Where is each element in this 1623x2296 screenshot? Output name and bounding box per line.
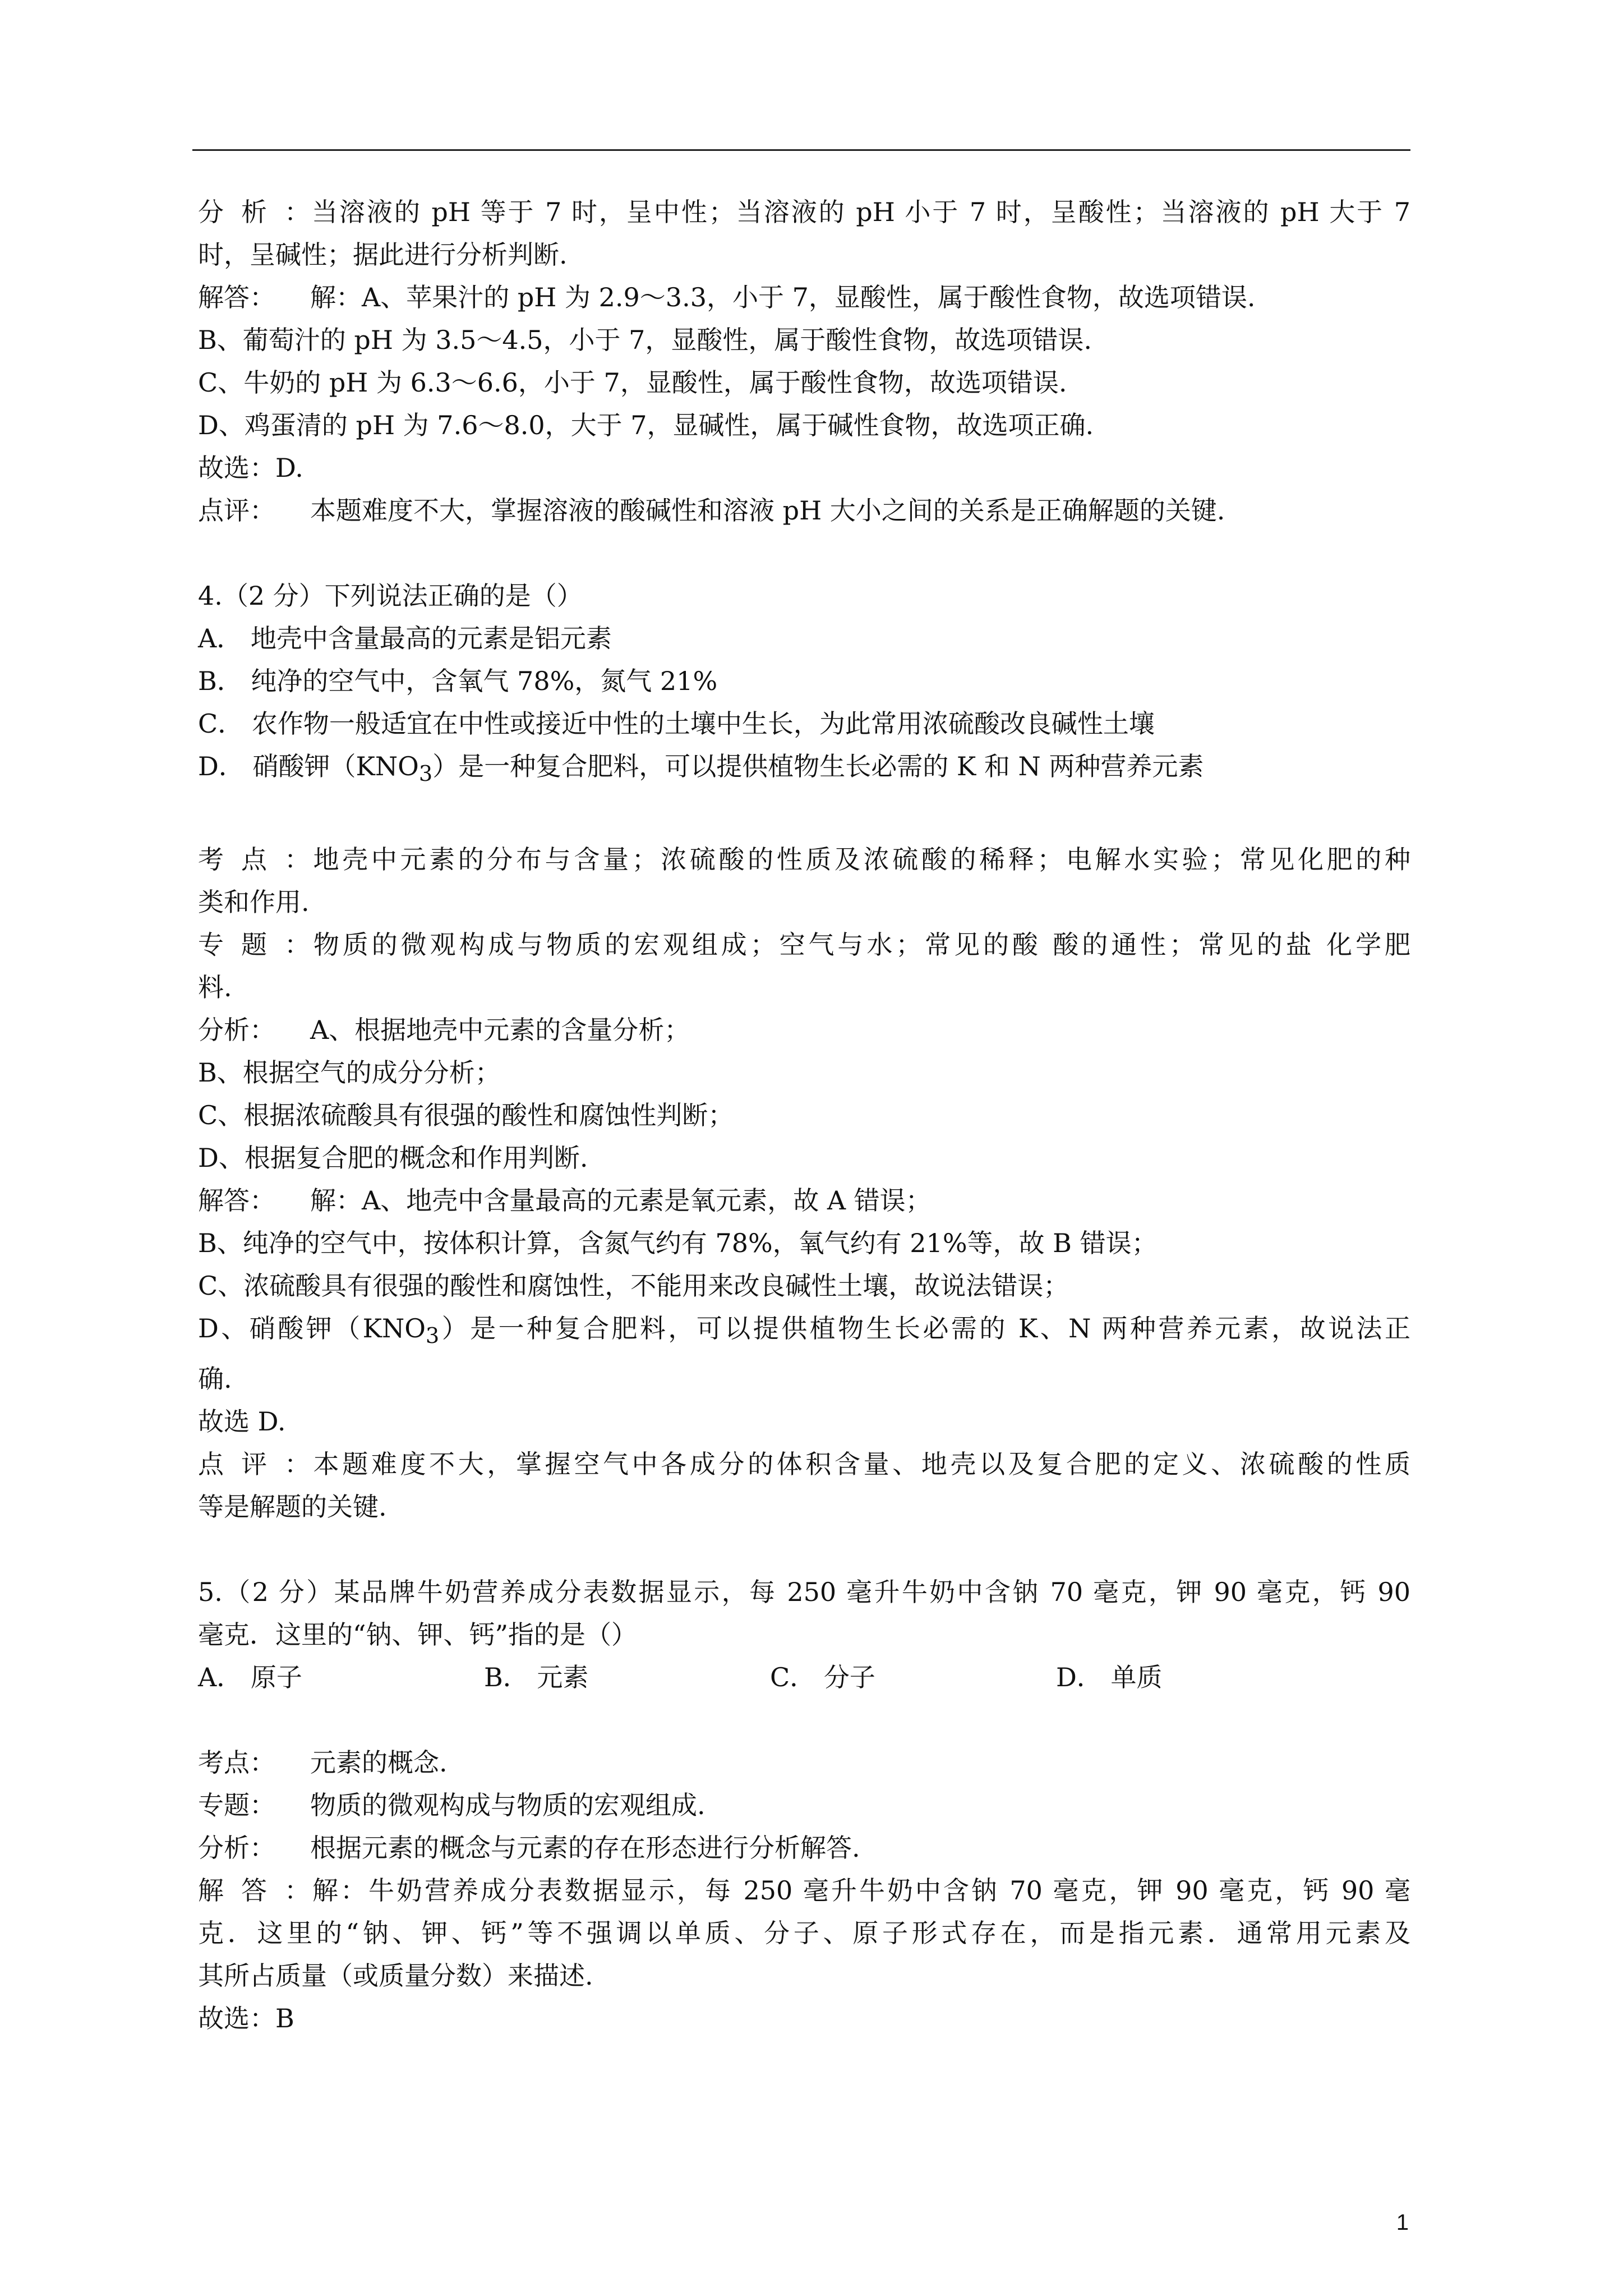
comment-label: 点评： bbox=[198, 495, 275, 526]
answer-label: 解答： bbox=[198, 1185, 275, 1216]
q5-stem-line-2: 毫克．这里的“钠、钾、钙”指的是（） bbox=[198, 1619, 638, 1650]
q4-analysis-line-1: 分析： A、根据地壳中元素的含量分析； bbox=[198, 1009, 1410, 1051]
q5-choice: 故选：B bbox=[198, 2003, 294, 2034]
analysis-label: 分析： bbox=[198, 1833, 275, 1864]
answer-label: 解答： bbox=[198, 282, 275, 312]
q3-answer-line-4: D、鸡蛋清的 pH 为 7.6～8.0，大于 7，显碱性，属于碱性食物，故选项正确. bbox=[198, 410, 1094, 440]
q5-option-b: B． 元素 bbox=[484, 1662, 589, 1693]
q3-answer-line-1: 解答： 解：A、苹果汁的 pH 为 2.9～3.3，小于 7，显酸性，属于酸性食物，故选项错误. bbox=[198, 276, 1410, 319]
q5-analysis: 分析： 根据元素的概念与元素的存在形态进行分析解答. bbox=[198, 1826, 1410, 1869]
q3-choice: 故选：D. bbox=[198, 453, 303, 483]
q3-answer-line-3: C、牛奶的 pH 为 6.3～6.6，小于 7，显酸性，属于酸性食物，故选项错误. bbox=[198, 367, 1067, 398]
header-rule bbox=[192, 149, 1410, 151]
page-number: 1 bbox=[1396, 2210, 1409, 2235]
q5-option-c: C． 分子 bbox=[770, 1662, 875, 1693]
q4-answer-line-1: 解答： 解：A、地壳中含量最高的元素是氧元素，故 A 错误； bbox=[198, 1179, 1410, 1222]
q4-kaodian-line-1: 考点：地壳中元素的分布与含量；浓硫酸的性质及浓硫酸的稀释；电解水实验；常见化肥的种 bbox=[198, 838, 1410, 881]
q5-answer-line-1: 解答：解：牛奶营养成分表数据显示，每 250 毫升牛奶中含钠 70 毫克，钾 90 毫克，钙 90 毫 bbox=[198, 1869, 1410, 1912]
q4-comment-line-1: 点评：本题难度不大，掌握空气中各成分的体积含量、地壳以及复合肥的定义、浓硫酸的性质 bbox=[198, 1443, 1410, 1485]
q4-answer-line-5: 确. bbox=[198, 1364, 232, 1395]
q4-option-d: D． 硝酸钾$(KNO_3)$是一种复合肥料，可以提供植物生长必需的 K 和 N 两种营养元素 bbox=[198, 751, 1204, 787]
q5-answer-line-3: 其所占质量（或质量分数）来描述. bbox=[198, 1961, 593, 1991]
q4-option-b: B． 纯净的空气中，含氧气 78%，氮气 21% bbox=[198, 666, 718, 696]
kaodian-label: 考点： bbox=[198, 1747, 275, 1778]
q3-analysis-line-2: 时，呈碱性；据此进行分析判断. bbox=[198, 240, 568, 270]
q4-option-a: A． 地壳中含量最高的元素是铝元素 bbox=[198, 623, 612, 654]
analysis-label: 分析： bbox=[198, 1015, 275, 1046]
q4-analysis-line-4: D、根据复合肥的概念和作用判断. bbox=[198, 1143, 588, 1174]
zhuanti-label: 专题： bbox=[198, 930, 310, 960]
document-body bbox=[198, 191, 1410, 2040]
q4-option-c: C． 农作物一般适宜在中性或接近中性的土壤中生长，为此常用浓硫酸改良碱性土壤 bbox=[198, 708, 1155, 739]
comment-label: 点评： bbox=[198, 1449, 310, 1480]
q4-analysis-line-3: C、根据浓硫酸具有很强的酸性和腐蚀性判断； bbox=[198, 1100, 734, 1131]
q4-kaodian-line-2: 类和作用. bbox=[198, 887, 310, 918]
q4-zhuanti-line-1: 专题：物质的微观构成与物质的宏观组成；空气与水；常见的酸 酸的通性；常见的盐 化学肥 bbox=[198, 923, 1410, 966]
answer-label: 解答： bbox=[198, 1875, 310, 1906]
q5-stem-line-1: 5.（2 分）某品牌牛奶营养成分表数据显示，每 250 毫升牛奶中含钠 70 毫克，钾 90 毫克，钙 90 bbox=[198, 1577, 1411, 1608]
q5-option-d: D． 单质 bbox=[1056, 1662, 1163, 1693]
q5-kaodian: 考点： 元素的概念. bbox=[198, 1741, 1410, 1784]
q4-analysis-line-2: B、根据空气的成分分析； bbox=[198, 1057, 501, 1088]
q4-choice: 故选 D. bbox=[198, 1406, 286, 1437]
zhuanti-label: 专题： bbox=[198, 1790, 275, 1821]
q5-option-a: A． 原子 bbox=[198, 1662, 302, 1693]
kaodian-label: 考点： bbox=[198, 844, 310, 875]
q4-stem: 4.（2 分）下列说法正确的是（） bbox=[198, 581, 583, 611]
q5-zhuanti: 专题： 物质的微观构成与物质的宏观组成. bbox=[198, 1784, 1410, 1826]
q4-zhuanti-line-2: 料. bbox=[198, 972, 232, 1003]
q3-answer-line-2: B、葡萄汁的 pH 为 3.5～4.5，小于 7，显酸性，属于酸性食物，故选项错误. bbox=[198, 325, 1092, 355]
q5-answer-line-2: 克．这里的“钠、钾、钙”等不强调以单质、分子、原子形式存在，而是指元素．通常用元素及 bbox=[198, 1918, 1410, 1949]
q5-options bbox=[198, 1656, 1410, 1699]
analysis-label: 分析： bbox=[198, 197, 310, 227]
q4-answer-line-3: C、浓硫酸具有很强的酸性和腐蚀性，不能用来改良碱性土壤，故说法错误； bbox=[198, 1271, 1069, 1301]
q3-comment: 点评： 本题难度不大，掌握溶液的酸碱性和溶液 pH 大小之间的关系是正确解题的关键. bbox=[198, 489, 1410, 532]
q4-comment-line-2: 等是解题的关键. bbox=[198, 1492, 387, 1522]
q4-answer-line-2: B、纯净的空气中，按体积计算，含氮气约有 78%，氧气约有 21%等，故 B 错误； bbox=[198, 1228, 1158, 1259]
q4-answer-line-4: D、硝酸钾$(KNO_3)$是一种复合肥料，可以提供植物生长必需的 K、N 两种营养元素，故说法正 bbox=[198, 1313, 1410, 1349]
q3-analysis-line-1: 分析：当溶液的 pH 等于 7 时，呈中性；当溶液的 pH 小于 7 时，呈酸性；当溶液的 pH 大于 7 bbox=[198, 191, 1410, 233]
